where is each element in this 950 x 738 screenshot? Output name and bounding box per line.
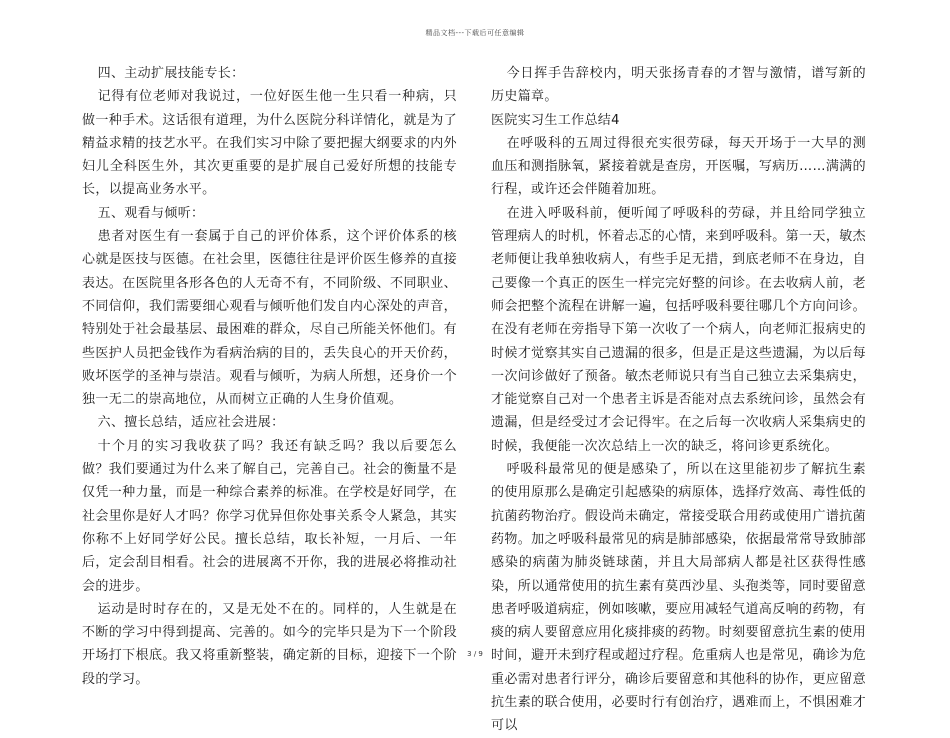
left-column [82,62,457,691]
page-number: 3 / 9 [467,650,483,658]
section-heading-6: 六、擅长总结，适应社会进展： [97,415,285,431]
paragraph: 在进入呼吸科前，便听闻了呼吸科的劳碌，并且给同学独立管理病人的时机，怀着忐忑的心情，来到呼吸科。第一天，敏杰老师便让我单独收病人，有些手足无措，到底老师不在身边，自己要像一个真正的医生一样完完好整的问诊。在去收病人前，老师会把整个流程在讲解一遍，包括呼吸科要往哪几个方向问诊。在没有老师在旁指导下第一次收了一个病人，向老师汇报病史的时候才觉察其实自己遗漏的很多，但是正是这些遗漏，为以后每一次问诊做好了预备。敏杰老师说只有当自己独立去采集病史，才能觉察自己对一个患者主诉是否能对点去系统问诊，虽然会有遗漏，但是经受过才会记得牢。在之后每一次收病人采集病史的时候，我便能一次次总结上一次的缺乏，将问诊更系统化。 [491,205,866,454]
paragraph: 患者对医生有一套属于自己的评价体系，这个评价体系的核心就是医技与医德。在社会里，医德往往是评价医生修养的直接表达。在医院里各形各色的人无奇不有，不同阶级、不同职业、不同信仰，我们需要细心观看与倾听他们发自内心深处的声音，特别处于社会最基层、最困难的群众，尽自己所能关怀他们。有些医护人员把金钱作为看病治病的目的，丢失良心的开天价药，败坏医学的圣神与崇洁。观看与倾听，为病人所想，还身价一个独一无二的崇高地位，从而树立正确的人生身价值观。 [82,229,457,408]
paragraph: 记得有位老师对我说过，一位好医生他一生只看一种病，只做一种手术。这话很有道理，为什么医院分科详情化，就是为了精益求精的技艺水平。在我们实习中除了要把握大纲要求的内外妇儿全科医生外，其次更重要的是扩展自己爱好所想的技能专长，以提高业务水平。 [82,89,457,198]
document-title: 医院实习生工作总结4 [491,112,620,128]
section-heading-4: 四、主动扩展技能专长： [97,66,245,81]
paragraph: 运动是时时存在的，又是无处不在的。同样的，人生就是在不断的学习中得到提高、完善的。如今的完毕只是为下一个阶段开场打下根底。我又将重新整装，确定新的目标，迎接下一个阶段的学习。 [82,601,457,687]
paragraph: 呼吸科最常见的便是感染了，所以在这里能初步了解抗生素的使用原那么是确定引起感染的病原体，选择疗效高、毒性低的抗菌药物治疗。假设尚未确定，常接受联合用药或使用广谱抗菌药物。加之呼吸科最常见的病是肺部感染，依据最常常导致肺部感染的病菌为肺炎链球菌，并且大局部病人都是社区获得性感染，所以通常使用的抗生素有莫西沙星、头孢类等，同时要留意患者呼吸道病症，例如咳嗽，要应用减轻气道高反响的药物，有痰的病人要留意应用化痰排痰的药物。时刻要留意抗生素的使用时间，避开未到疗程或超过疗程。危重病人也是常见，确诊为危重必需对患者行评分，确诊后要留意和其他科的协作，更应留意抗生素的联合使用，必要时行有创治疗，遇难而上，不惧困难才可以 [491,462,866,734]
section-heading-5: 五、观看与倾听： [97,205,205,221]
right-column [491,62,866,738]
page-header: 精品文档---下载后可任意编辑 [425,29,525,37]
paragraph: 在呼吸科的五周过得很充实很劳碌，每天开场于一大早的测血压和测指脉氧，紧接着就是查房，开医嘱，写病历……满满的行程，或许还会伴随着加班。 [491,135,866,198]
paragraph: 今日挥手告辞校内，明天张扬青春的才智与激情，谱写新的历史篇章。 [491,66,866,105]
paragraph: 十个月的实习我收获了吗？我还有缺乏吗？我以后要怎么做？我们要通过为什么来了解自己，完善自己。社会的衡量不是仅凭一种力量，而是一种综合素养的标准。在学校是好同学，在社会里你是好人才吗？你学习优异但你处事关系令人紧急，其实你称不上好同学好公民。擅长总结，取长补短，一月后、一年后，定会刮目相看。社会的进展离不开你，我的进展必将推动社会的进步。 [82,438,457,594]
